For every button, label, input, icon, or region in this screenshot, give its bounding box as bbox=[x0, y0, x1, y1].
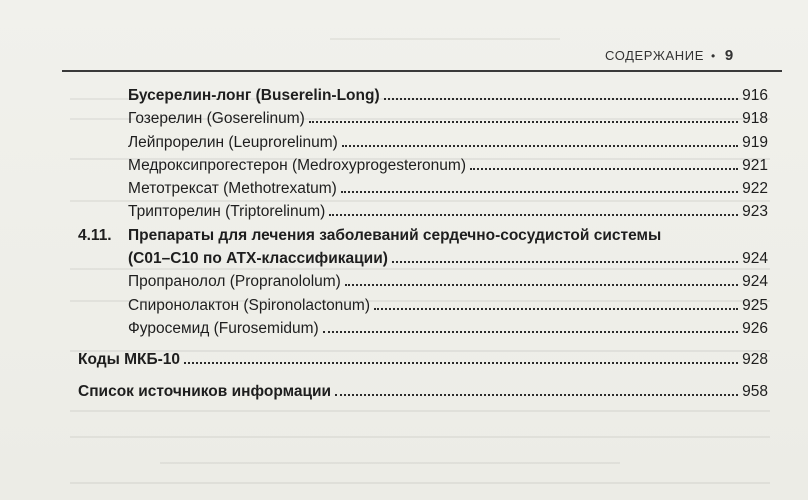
dot-leader bbox=[329, 214, 738, 216]
toc-entry-title: Метотрексат (Methotrexatum) bbox=[128, 180, 337, 198]
header-page-number: 9 bbox=[724, 47, 734, 64]
toc-section-heading-cont bbox=[78, 247, 768, 270]
section-page: 924 bbox=[742, 250, 768, 268]
toc-entry-title: Спиронолактон (Spironolactonum) bbox=[128, 296, 370, 314]
dot-leader bbox=[345, 284, 738, 286]
toc-entry bbox=[78, 317, 768, 340]
toc-chapter-title: Список источников информации bbox=[78, 382, 332, 400]
toc-entry-page: 923 bbox=[742, 203, 768, 221]
toc-entry bbox=[78, 84, 768, 107]
toc-entry-page: 925 bbox=[742, 296, 768, 314]
dot-leader bbox=[184, 362, 738, 364]
dot-leader bbox=[374, 308, 738, 310]
toc-chapter-title: Коды МКБ-10 bbox=[78, 351, 181, 369]
toc-entry-title: Пропранолол (Propranololum) bbox=[128, 273, 341, 291]
toc-entry-title: Гозерелин (Goserelinum) bbox=[128, 110, 305, 128]
toc-entry-page: 926 bbox=[742, 319, 768, 337]
toc-chapter-entry bbox=[78, 348, 768, 371]
toc-entry bbox=[78, 154, 768, 177]
toc-entry bbox=[78, 294, 768, 317]
toc-entry-page: 924 bbox=[742, 273, 768, 291]
toc-entry-title: Лейпрорелин (Leuprorelinum) bbox=[128, 133, 338, 151]
toc-entry-page: 918 bbox=[742, 110, 768, 128]
dot-leader bbox=[309, 121, 738, 123]
section-number: 4.11. bbox=[78, 226, 112, 244]
toc-entry bbox=[78, 131, 768, 154]
section-title-line1: Препараты для лечения заболеваний сердечно-сосудистой системы bbox=[128, 226, 662, 244]
toc-entry bbox=[78, 107, 768, 130]
toc-entry-page: 919 bbox=[742, 133, 768, 151]
table-of-contents bbox=[78, 84, 768, 403]
dot-leader bbox=[341, 191, 738, 193]
toc-entry-title: Медроксипрогестерон (Medroxyprogesteronum) bbox=[128, 156, 466, 174]
header-rule bbox=[62, 70, 782, 72]
toc-chapter-entry bbox=[78, 380, 768, 403]
header-bullet: • bbox=[711, 48, 716, 63]
toc-entry-title: Трипторелин (Triptorelinum) bbox=[128, 203, 326, 221]
dot-leader bbox=[335, 394, 738, 396]
toc-chapter-page: 958 bbox=[742, 382, 768, 400]
running-header bbox=[605, 47, 734, 64]
dot-leader bbox=[342, 145, 738, 147]
toc-entry-page: 916 bbox=[742, 87, 768, 104]
toc-entry-page: 921 bbox=[742, 156, 768, 174]
toc-entry bbox=[78, 177, 768, 200]
toc-entry-title: Фуросемид (Furosemidum) bbox=[128, 319, 319, 337]
toc-section-heading bbox=[78, 224, 768, 247]
dot-leader bbox=[323, 331, 738, 333]
toc-chapter-page: 928 bbox=[742, 351, 768, 369]
toc-entry-title: Бусерелин-лонг (Buserelin-Long) bbox=[128, 87, 380, 104]
toc-entry bbox=[78, 200, 768, 223]
dot-leader bbox=[384, 98, 738, 100]
toc-entry bbox=[78, 270, 768, 293]
section-title-line2: (С01–С10 по АТХ-классификации) bbox=[128, 250, 388, 268]
toc-entry-page: 922 bbox=[742, 180, 768, 198]
dot-leader bbox=[392, 261, 738, 263]
dot-leader bbox=[470, 168, 738, 170]
header-section-title: СОДЕРЖАНИЕ bbox=[605, 48, 705, 63]
